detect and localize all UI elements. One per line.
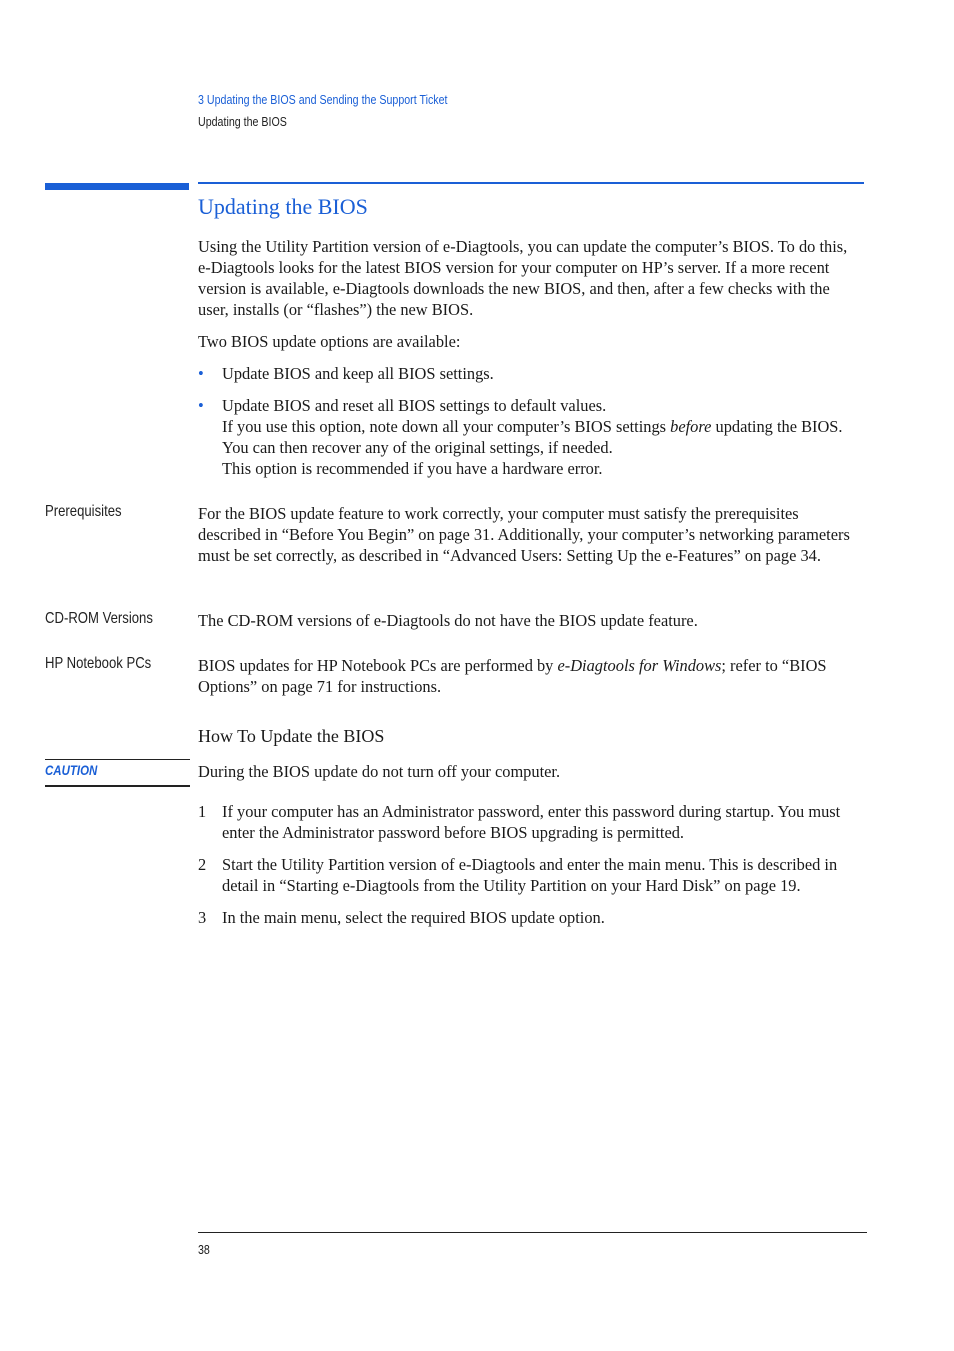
steps-list [198,801,864,928]
notebook-text-part: ; refer to “BIOS Options” on page 71 for instructions. [198,656,827,696]
notebook-text [198,655,864,697]
notebook-text-part: BIOS updates for HP Notebook PCs are performed by [198,656,558,675]
intro-section [198,236,864,479]
list-item [198,801,864,843]
notebook-text-emphasis: e-Diagtools for Windows [557,656,722,675]
bullet-icon: • [198,396,204,415]
list-item [198,854,864,896]
sidebar-label-prerequisites: Prerequisites [45,503,122,520]
margin-accent-bar [45,183,189,190]
section-heading: How To Update the BIOS [198,726,385,746]
caution-rule-bottom [45,785,190,787]
caution-text: During the BIOS update do not turn off your computer. [198,762,561,781]
bullet-note [222,416,864,458]
sidebar-label-cdrom: CD-ROM Versions [45,610,153,627]
footer-rule [198,1232,867,1233]
caution-label: CAUTION [45,762,98,778]
intro-paragraph: Using the Utility Partition version of e-Diagtools, you can update the computer’s BIOS. To do this, e-Diagtools looks for the latest BIOS version for your computer on HP’s server. If a more recent version is available, e-Diagtools downloads the new BIOS, and then, after a few checks with the user, installs (or “flashes”) the new BIOS. [198,237,848,319]
list-item [198,907,864,928]
page-title: Updating the BIOS [198,194,368,219]
bullet-recommendation: This option is recommended if you have a hardware error. [222,459,603,478]
page-number: 38 [198,1242,210,1257]
sidebar-label-notebook: HP Notebook PCs [45,655,152,672]
list-item [198,395,864,479]
options-intro: Two BIOS update options are available: [198,332,461,351]
prerequisites-text: For the BIOS update feature to work correctly, your computer must satisfy the prerequisites described in “Before You Begin” on page 31. Additionally, your computer’s networking parameters must be set correctly, as described in “Advanced Users: Setting Up the e-Features” on page 34. [198,504,850,565]
cdrom-text: The CD-ROM versions of e-Diagtools do not have the BIOS update feature. [198,611,698,630]
running-header-chapter: 3 Updating the BIOS and Sending the Support Ticket [198,92,448,107]
step-text: Start the Utility Partition version of e-Diagtools and enter the main menu. This is described in detail in “Starting e-Diagtools from the Utility Partition on your Hard Disk” on page 19. [222,855,838,895]
bullet-text: Update BIOS and keep all BIOS settings. [222,364,494,383]
step-number: 3 [198,908,207,927]
running-header-section: Updating the BIOS [198,114,287,129]
step-text: In the main menu, select the required BIOS update option. [222,908,605,927]
caution-rule-top [45,759,190,760]
bullet-text: Update BIOS and reset all BIOS settings to default values. [222,396,607,415]
step-text: If your computer has an Administrator password, enter this password during startup. You must enter the Administrator password before BIOS upgrading is permitted. [222,802,841,842]
bullet-note-emphasis: before [670,417,712,436]
bullet-icon: • [198,364,204,383]
bullet-note-text: If you use this option, note down all your computer’s BIOS settings [222,417,671,436]
bullet-note-text: updating the BIOS. You can then recover any of the original settings, if needed. [222,417,843,457]
list-item [198,363,864,384]
step-number: 2 [198,855,207,874]
step-number: 1 [198,802,207,821]
title-rule [198,182,864,184]
